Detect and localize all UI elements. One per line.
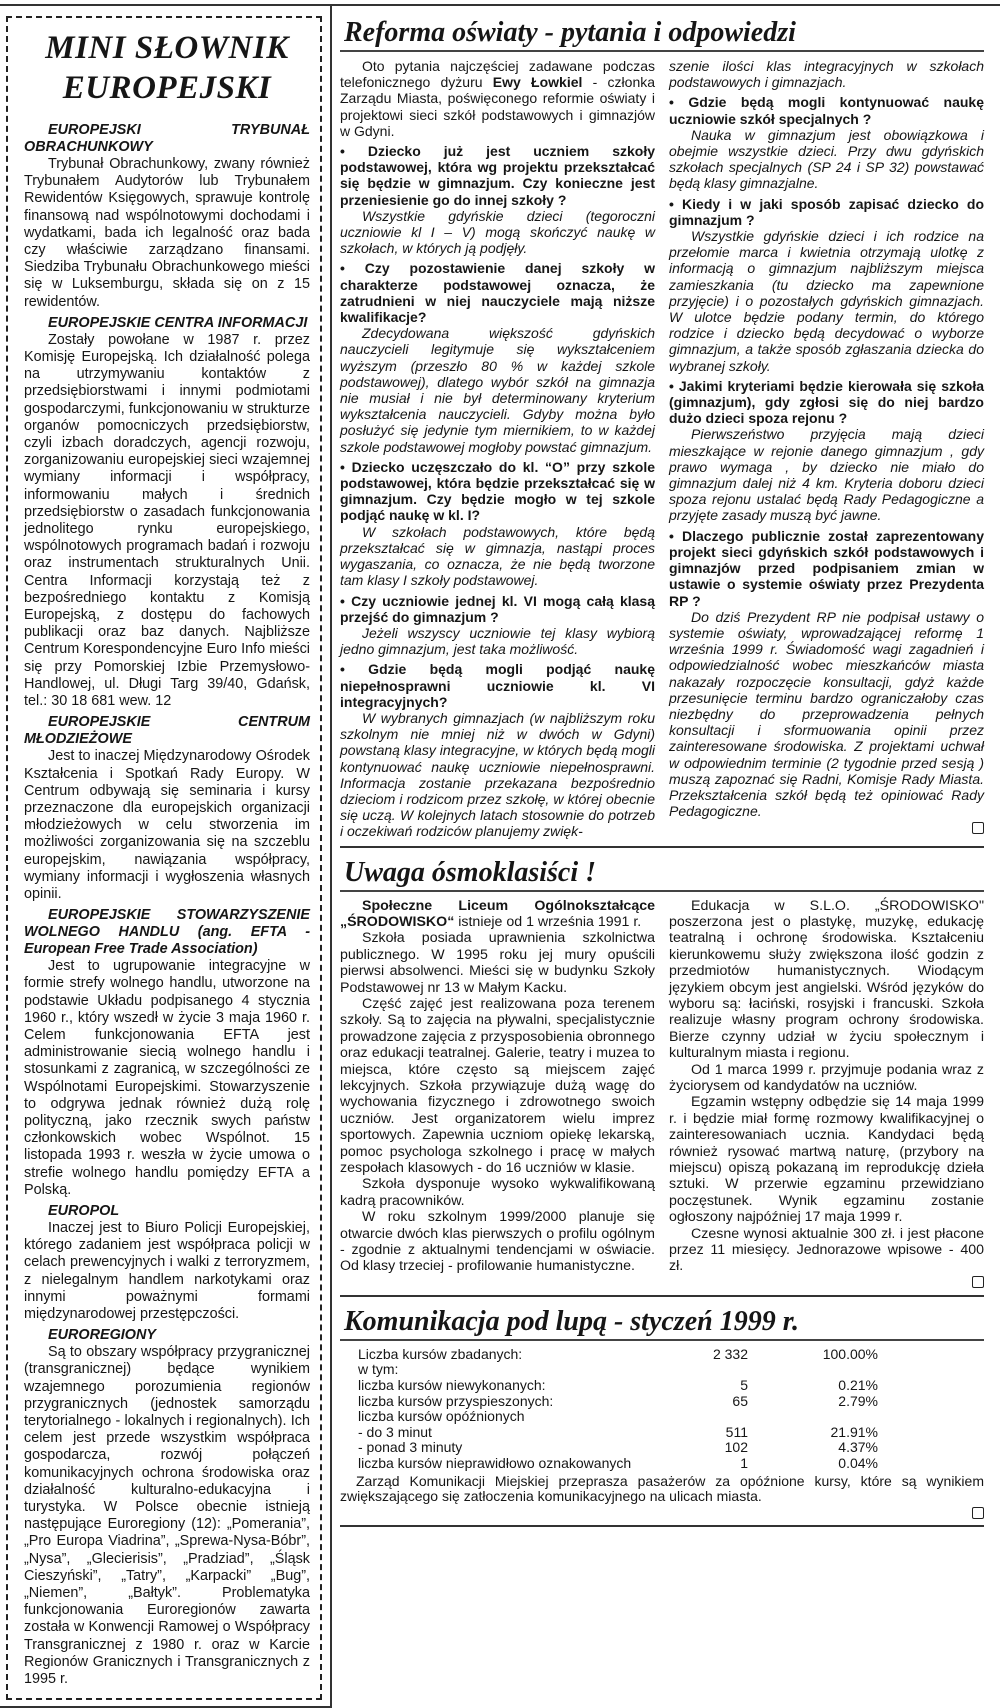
question: • Kiedy i w jaki sposób zapisać dziecko do gimnazjum ? — [669, 195, 984, 228]
school-name: Społeczne Liceum Ogólnokształcące „ŚRODOWISKO“ — [340, 897, 655, 930]
row-count: 102 — [724, 1439, 748, 1456]
glossary-title — [24, 28, 310, 108]
glossary-entry-body: Jest to inaczej Międzynarodowy Ośrodek Kształcenia i Spotkań Rady Europy. W Centrum odbywają się seminaria i kursy przeznaczone dla europejskich organizacji młodzieżowych w celu stworzenia im możliwości zorganizowania się na szczeblu europejskim, nawiązania współpracy, wymiany informacji i wygłoszenia własnych opinii. — [24, 748, 310, 902]
paragraph: Od 1 marca 1999 r. przyjmuje podania wraz z życiorysem od kandydatów na uczniów. — [669, 1061, 984, 1095]
note-text: Zarząd Komunikacji Miejskiej przeprasza pasażerów za opóźnione kursy, które są wynikiem zwiększającego się zatłoczenia komunikacyjnego na ulicach miasta. — [340, 1472, 984, 1505]
answer: W szkołach podstawowych, które będą przekształcać się w gimnazja, nastąpi proces wygaszania, co oznacza, że nie będą tworzone tam klasy I szkoły podstawowej. — [340, 523, 655, 589]
row-count: 511 — [725, 1423, 748, 1440]
end-mark-line — [669, 819, 984, 833]
page — [0, 6, 1000, 1708]
answer-continuation: szenie ilości klas integracyjnych w szkołach podstawowych i gimnazjach. — [669, 58, 984, 91]
section-rule — [340, 846, 984, 848]
row-label: liczba kursów nieprawidłowo oznakowanych — [358, 1455, 632, 1472]
glossary-title-line2: EUROPEJSKI — [62, 70, 272, 106]
glossary-entries — [24, 122, 310, 1688]
row-label: w tym: — [358, 1361, 399, 1378]
glossary-entry-heading: EUROPOL — [48, 1202, 120, 1219]
row-count: 65 — [732, 1392, 748, 1409]
question: • Dziecko już jest uczniem szkoły podstawowej, która wg projektu przekształcać się będzie w gimnazjum. Czy konieczne jest przeniesienie go do innej szkoły ? — [340, 143, 655, 208]
komunikacja-title: Komunikacja pod lupą - styczeń 1999 r. — [340, 1305, 984, 1341]
paragraph: Szkoła dysponuje wysoko wykwalifikowaną kadrą pracowników. — [340, 1176, 655, 1209]
glossary-entry — [24, 1203, 310, 1323]
row-label: liczba kursów niewykonanych: — [358, 1377, 546, 1394]
paragraph: Egzamin wstępny odbędzie się 14 maja 1999 r. i będzie miał formę rozmowy kwalifikacyjnej o zainteresowaniach ucznia. Kandydaci będą również rysować martwą naturę, (przybory na miejscu) opiszą pokazaną im reprodukcję dzieła sztuki. W przerwie egzaminu przewidziano poczęstunek. Wynik egzaminu zostanie ogłoszony najpóźniej 17 maja 1999 r. — [669, 1094, 984, 1226]
table-row — [358, 1440, 878, 1456]
bottom-rule — [340, 1525, 984, 1527]
komunikacja-note — [340, 1474, 984, 1519]
reforma-title: Reforma oświaty - pytania i odpowiedzi — [340, 16, 984, 52]
paragraph — [340, 898, 655, 931]
question: • Gdzie będą mogli kontynuować naukę uczniowie szkół specjalnych ? — [669, 94, 984, 127]
glossary-entry-heading: EUROPEJSKIE CENTRUM MŁODZIEŻOWE — [24, 714, 310, 748]
table-row — [358, 1362, 878, 1378]
answer: Wszystkie gdyńskie dzieci i ich rodzice na przełomie marca i kwietnia otrzymają ulotkę z informacją o gimnazjum najbliższym miejsca zamieszkania (tu dziecko ma zapewnione przyjęcie) i o pozostałych gdyńskich gimnazjach. W ulotce będzie podany termin, do którego rodzice i dziecko będą decydować o wyborze gimnazjum, a także sposób zgłaszania dziecka do wybranej szkoły. — [669, 228, 984, 374]
glossary-entry — [24, 1327, 310, 1688]
uwaga-columns — [340, 898, 984, 1289]
glossary-entry — [24, 122, 310, 311]
end-mark-line — [340, 1505, 984, 1519]
table-row — [358, 1409, 878, 1425]
row-count: 2 332 — [712, 1345, 748, 1362]
answer: Nauka w gimnazjum jest obowiązkowa i obejmie wszystkie dzieci. Przy dwu gdyńskich szkołach specjalnych (SP 24 i SP 32) powstawać będą klasy gimnazjalne. — [669, 126, 984, 192]
row-percent: 0.21% — [838, 1377, 878, 1394]
answer: Jeżeli wszyscy uczniowie tej klasy wybiorą jedno gimnazjum, jest taka możliwość. — [340, 624, 655, 658]
uwaga-title: Uwaga ósmoklasiści ! — [340, 856, 984, 892]
table-row — [358, 1347, 878, 1363]
section-rule — [340, 1295, 984, 1297]
paragraph: W roku szkolnym 1999/2000 planuje się otwarcie dwóch klas pierwszych o profilu ogólnym - zgodnie z aktualnymi tendencjami w oświacie. Od klasy trzeciej - profilowanie humanistyczne. — [340, 1209, 655, 1275]
answer: Wszystkie gdyńskie dzieci (tegoroczni uczniowie kl I – V) mogą skończyć naukę w szkołach, w których ją podjęły. — [340, 207, 655, 257]
glossary-entry-body: Trybunał Obrachunkowy, zwany również Trybunałem Audytorów lub Trybunałem Rewidentów Księgowych, sprawuje kontrolę finansową nad wspólnotowymi dochodami i wydatkami, bada ich legalność oraz bada czy właściwie zarządzano finansami. Siedziba Trybunału Obrachunkowego mieści się w Luksemburgu, składa się on z 15 rewidentów. — [24, 156, 310, 310]
reforma-intro — [340, 58, 655, 139]
answer: W wybranych gimnazjach (w najbliższym roku szkolnym nie mniej niż w dwóch w Gdyni) powstaną klasy integracyjne, w których będą mogli kontynuować naukę uczniowie niepełnosprawni. Informacja zostanie przekazana bezpośrednio dzieciom i rodzicom przez szkołę, w której obecnie się uczą. W kolejnych latach stosownie do potrzeb i oczekiwań rodziców planujemy zwięk- — [340, 709, 655, 840]
glossary-entry-heading: EUROPEJSKI TRYBUNAŁ OBRACHUNKOWY — [24, 122, 310, 155]
intro-name: Ewy Łowkiel — [492, 74, 583, 91]
question: • Dlaczego publicznie został zaprezentowany projekt sieci gdyńskich szkół podstawowych i gimnazjów przed podpisaniem zmian w ustawie o systemie oświaty przez Prezydenta RP ? — [669, 527, 984, 609]
answer: Do dziś Prezydent RP nie podpisał ustawy o systemie oświaty, wprowadzającej reformę 1 września 1999 r. Świadomość wagi zagadnień i odpowiedzialność wobec mieszkańców miasta nakazały rozpoczęcie konsultacji, gdyż każde przesunięcie terminu bardzo ograniczałoby czas niezbędny do przeprowadzenia pełnych konsultacji i sformuowania opinii przez zainteresowane środowiska. Z projektami uchwał w odpowiednim terminie (2 tygodnie przed sesją ) muszą zapoznać się Radni, Komisje Rady Miasta. Przekształcenia szkół będą też opiniować Rady Pedagogiczne. — [669, 608, 984, 820]
glossary-column — [0, 6, 332, 1708]
row-percent: 21.91% — [830, 1423, 878, 1440]
glossary-entry-body: Jest to ugrupowanie integracyjne w formie strefy wolnego handlu, utworzone na podstawie Układu podpisanego 4 stycznia 1960 r., który wszedł w życie 3 maja 1960 r. Celem funkcjonowania EFTA jest administrowanie siecią wolnego handlu i stosunkami z zagranicą, w szczególności ze Wspólnotami Europejskimi. Stowarzyszenie to odgrywa jednak również dużą rolę polityczną, jako rzecznik swych państw członkowskich wobec Wspólnot. 15 listopada 1993 r. weszła w życie umowa o strefie wolnego handlu pomiędzy EFTA a Polską. — [24, 958, 310, 1198]
paragraph-text: istnieje od 1 września 1991 r. — [454, 913, 642, 930]
answer: Pierwszeństwo przyjęcia mają dzieci mieszkające w rejonie danego gimnazjum , gdy prawo wymaga , by dziecko nie miało do gimnazjum dalej niż 4 km. Kryteria doboru dzieci spoza rejonu ustalać będą Rady Pedagogiczne a przyjęte zasady muszą być jawne. — [669, 426, 984, 524]
row-percent: 2.79% — [838, 1392, 878, 1409]
row-count: 5 — [740, 1377, 748, 1394]
paragraph: Szkoła posiada uprawnienia szkolnictwa publicznego. W 1995 roku jej mury opuścili pierwsi absolwenci. Mieści się w budynku Szkoły Podstawowej nr 13 w Małym Kacku. — [340, 930, 655, 996]
square-end-mark-icon — [972, 822, 984, 834]
articles-column — [332, 6, 1000, 1541]
intro-text: Oto pytania najczęściej zadawane podczas telefonicznego dyżuru — [340, 58, 655, 91]
glossary-entry-heading: EUROREGIONY — [48, 1327, 156, 1344]
question: • Czy uczniowie jednej kl. VI mogą całą klasą przejść do gimnazjum ? — [340, 592, 655, 625]
square-end-mark-icon — [972, 1276, 984, 1288]
row-label: - ponad 3 minuty — [358, 1439, 463, 1456]
glossary-title-line1: MINI SŁOWNIK — [45, 30, 289, 66]
reforma-column-1 — [340, 58, 655, 840]
question: • Dziecko uczęszczało do kl. “O” przy szkole podstawowej, która będzie przekształcać się w gimnazjum. Czy będzie mogło w tej szkole podjąć naukę w kl. I? — [340, 458, 655, 524]
glossary-entry-body: Inaczej jest to Biuro Policji Europejskiej, którego zadaniem jest współpraca policji w celach prewencyjnych i walki z terroryzmem, z nielegalnym handlem narkotykami oraz innymi poważnymi formami międzynarodowej przestępczości. — [24, 1219, 310, 1322]
row-label: - do 3 minut — [358, 1423, 432, 1440]
row-count: 1 — [740, 1455, 748, 1472]
reforma-column-2 — [669, 58, 984, 833]
row-label: liczba kursów przyspieszonych: — [358, 1392, 554, 1409]
question: • Gdzie będą mogli podjąć naukę niepełnosprawni uczniowie kl. VI integracyjnych? — [340, 661, 655, 710]
row-percent — [748, 1409, 878, 1425]
uwaga-column-1 — [340, 898, 655, 1275]
komunikacja-table — [358, 1347, 878, 1472]
row-count — [658, 1362, 748, 1378]
glossary-entry-body: Są to obszary współpracy przygranicznej (transgranicznej) będące wynikiem wzajemnego porozumienia regionów przygranicznych (jednostek samorządu terytorialnego - lokalnych i regionalnych). Ich celem jest przede wszystkim współpraca gospodarcza, rozwój połączeń komunikacyjnych ochrona środowiska oraz działalność kulturalno-edukacyjna i turystyka. W Polsce obecnie istnieją następujące Euroregiony (12): „Pomerania”, „Pro Europa Viadrina”, „Sprewa-Nysa-Bóbr”, „Nysa”, „Glecierisis”, „Pradziad”, „Śląsk Cieszyński”, „Tatry”, „Karpacki” „Bug”, „Niemen”, „Bałtyk”. Problematyka funkcjonowania Euroregionów zawarta została w Konwencji Ramowej o Współpracy Transgranicznej z 1980 r. oraz w Karcie Regionów Granicznych i Transgranicznych z 1995 r. — [24, 1344, 310, 1688]
glossary-entry — [24, 907, 310, 1199]
glossary-entry-body: Zostały powołane w 1987 r. przez Komisję Europejską. Ich działalność polega na utrzymywaniu kontaktów z przedsiębiorstwami i innymi podmiotami gospodarczymi, funkcjonowaniu w strukturze organów pomocniczych przedsiębiorstw, czyli izbach doradczych, agencji rozwoju, zorganizowaniu europejskiej sieci wzajemnej wymiany informacji i współpracy, informowaniu małych i średnich przedsiębiorstw o zasadach funkcjonowania jednolitego rynku europejskiego, wspólnotowych programach badań i rozwoju oraz instrumentach strukturalnych Unii. Centra Informacji korzystają też z bezpośredniego kontaktu z Komisją Europejską, z dostępu do fachowych publikacji oraz baz danych. Najbliższe Centrum Korespondencyjne Euro Info mieści się przy Pomorskiej Izbie Przemysłowo-Handlowej, ul. Długi Targ 39/40, Gdańsk, tel.: 30 18 681 wew. 12 — [24, 331, 310, 710]
row-percent: 100.00% — [822, 1345, 878, 1362]
uwaga-column-2 — [669, 898, 984, 1289]
end-mark-line — [669, 1275, 984, 1289]
question: • Czy pozostawienie danej szkoły w charakterze podstawowej oznacza, że zatrudnieni w niej nauczyciele mają niższe kwalifikacje? — [340, 260, 655, 326]
reforma-columns — [340, 58, 984, 840]
glossary-entry — [24, 714, 310, 903]
row-count — [658, 1409, 748, 1425]
question: • Jakimi kryteriami będzie kierowała się szkoła (gimnazjum), gdy zgłosi się do niej bardzo dużo dzieci spoza rejonu ? — [669, 377, 984, 427]
paragraph: Czesne wynosi aktualnie 300 zł. i jest płacone przez 11 miesięcy. Jednorazowe wpisowe - 400 zł. — [669, 1225, 984, 1275]
paragraph: Część zajęć jest realizowana poza terenem szkoły. Są to zajęcia na pływalni, specjalistycznie prowadzone zajęcia z przysposobienia obronnego oraz edukacji teatralnej. Galerie, teatry i muzea to miejsca, które często są miejscem zajęć lekcyjnych. Szkoła przywiązuje dużą wagę do wychowania fizycznego i zdrowotnego swoich uczniów. Jest organizatorem wielu imprez sportowych. Zapewnia uczniom opiekę lekarską, pomoc psychologa szkolnego i pracę w małych zespołach klasowych - do 16 uczniów w klasie. — [340, 995, 655, 1177]
komunikacja-section — [340, 1305, 984, 1519]
table-row — [358, 1425, 878, 1441]
glossary-box — [6, 16, 322, 1700]
row-percent: 0.04% — [838, 1455, 878, 1472]
table-row — [358, 1456, 878, 1472]
paragraph: Edukacja w S.L.O. „ŚRODOWISKO" poszerzona jest o plastykę, muzykę, edukację teatralną i ochronę środowiska. Kształceniu kierunkowemu służy zwiększona ilość godzin z przedmiotów humanistycznych. Wiodącym językiem obcym jest angielski. Wśród języków do wyboru są: łaciński, rosyjski i francuski. Szkoła realizuje własny program ochrony środowiska. Bierze czynny udział w życiu społecznym i kulturalnym miasta i regionu. — [669, 897, 984, 1062]
answer: Zdecydowana większość gdyńskich nauczycieli legitymuje się wykształceniem wyższym (przeszło 80 % w każdej szkole podstawowej), dlatego wybór szkół na gimnazja nie musiał i nie był determinowany kryterium wykształcenia nauczycieli. Gdyby można było posłużyć się jedynie tym miernikiem, to w każdej szkole podstawowej mogłoby powstać gimnazjum. — [340, 325, 655, 455]
uwaga-section — [340, 856, 984, 1289]
reforma-section — [340, 16, 984, 840]
row-label: liczba kursów opóźnionych — [358, 1408, 525, 1425]
glossary-entry-heading: EUROPEJSKIE CENTRA INFORMACJI — [48, 314, 308, 331]
intro-text-after: - członka Zarządu Miasta, poświęconego reformie oświaty i projektowi sieci szkół podstawowych i gimnazjów w Gdyni. — [340, 74, 656, 139]
square-end-mark-icon — [972, 1507, 984, 1519]
row-label: Liczba kursów zbadanych: — [358, 1345, 523, 1362]
table-row — [358, 1394, 878, 1410]
glossary-entry-heading: EUROPEJSKIE STOWARZYSZENIE WOLNEGO HANDLU (ang. EFTA - European Free Trade Association) — [24, 907, 310, 958]
row-percent: 4.37% — [838, 1439, 878, 1456]
row-percent — [748, 1362, 878, 1378]
glossary-entry — [24, 315, 310, 710]
table-row — [358, 1378, 878, 1394]
